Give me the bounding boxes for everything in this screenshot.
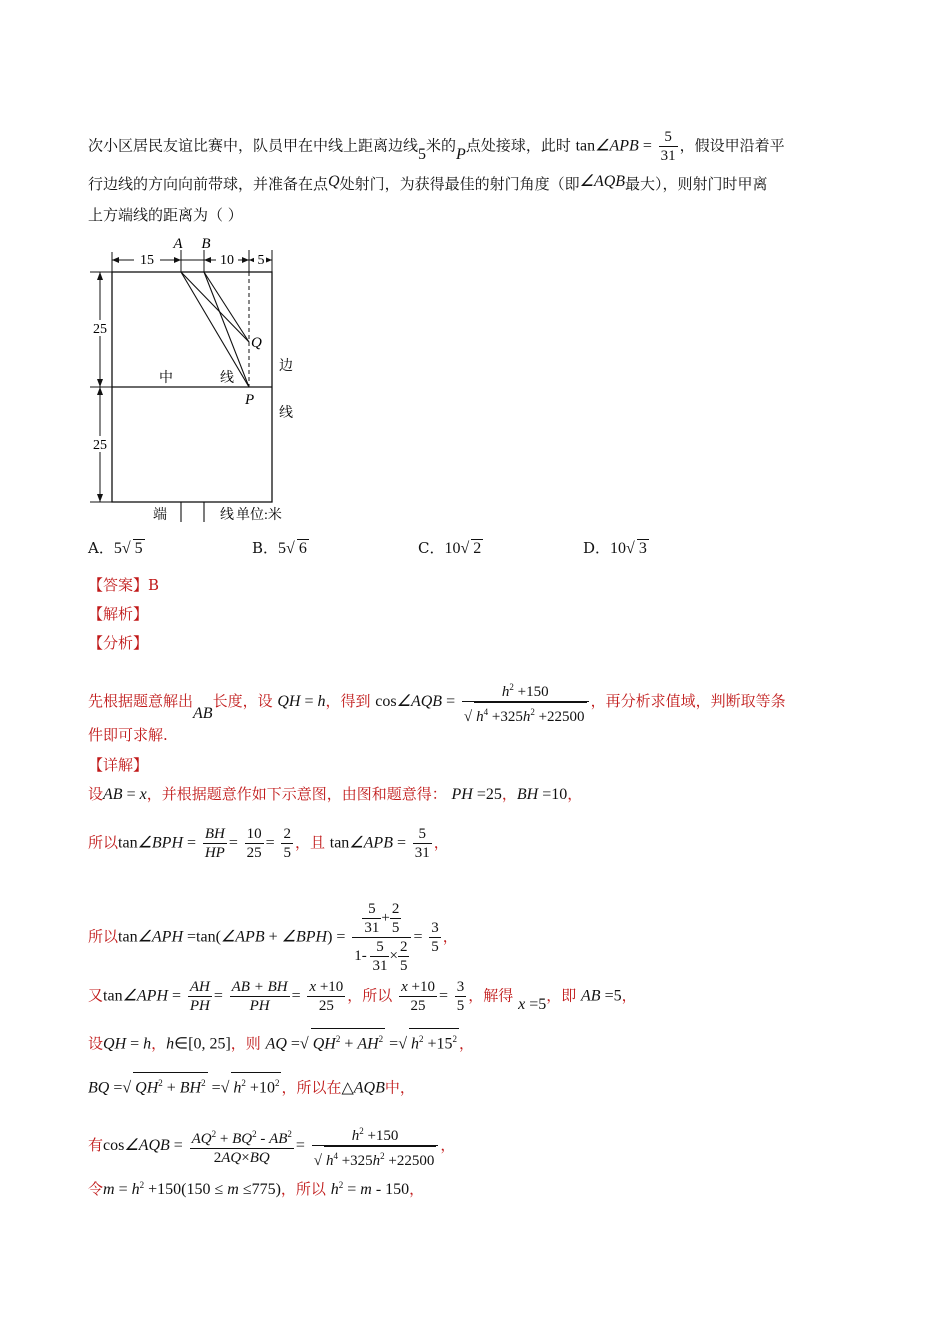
option-a[interactable]: A．5√ 5 — [88, 539, 143, 557]
detail-line-8: 令$m = h^2 +150(150 \le m \le 775)$，所以 $h^2 = m - 150$， — [88, 1180, 425, 1198]
detail-line-5: 设QH = h，h∈[0, 25]，则 AQ =√ $QH^2 + AH^2$ =√ $h^2 +15^2$ ， — [88, 1028, 474, 1054]
option-d[interactable]: D．10√ 3 — [583, 539, 647, 557]
analysis-line-2: 件即可求解. — [88, 726, 168, 744]
problem-line-2: 行边线的方向向前带球，并准备在点Q处射门，为获得最佳的射门角度（即∠AQB最大），则射门时甲离 — [88, 173, 768, 193]
dim-25-top: 25 — [93, 322, 107, 337]
svg-text:单位:米: 单位:米 — [236, 508, 282, 523]
dim-5: 5 — [257, 253, 265, 268]
dim-15: 15 — [140, 253, 154, 268]
dim-10: 10 — [220, 253, 234, 268]
detail-line-2: 所以tan∠BPH = $\frac{BH}{HP}$ = $\frac{10}{25}$ = $\frac{2}{5}$ ，且 tan∠APB = $\frac{5}{31}$ ， — [88, 826, 449, 861]
answer-value: B — [148, 576, 160, 594]
analysis-line-1: 先根据题意解出AB长度，设 QH = h，得到 cos∠AQB = $\frac{h^2 +150}{√ h^4 +325h^2 +22500}$ ，再分析求值域，判断取等条 — [88, 678, 786, 726]
point-A-label: A — [173, 236, 183, 252]
section-xiangjie: 【详解】 — [88, 756, 149, 774]
option-b[interactable]: B．5√ 6 — [252, 539, 307, 557]
problem-line-1: 次小区居民友谊比赛中，队员甲在中线上距离边线5米的P点处接球，此时 tan∠APB = $\frac{5}{31}$ ，假设甲沿着平 — [88, 129, 785, 164]
svg-text:中: 中 — [159, 371, 173, 386]
problem-line-3: 上方端线的距离为（ ） — [88, 206, 243, 224]
option-c[interactable]: C．10√ 2 — [418, 539, 482, 557]
svg-text:边: 边 — [279, 359, 293, 374]
dim-25-bottom: 25 — [93, 438, 107, 453]
section-jiexi: 【解析】 — [88, 605, 149, 623]
detail-line-4: 又tan∠APH = $\frac{AH}{PH}$ = $\frac{AB + BH}{PH}$ = $\frac{x +10}{25}$ ，所以 $\frac{x +10}{25}$ = $\frac{3}{5}$ ，解得 x =5，即 AB =5， — [88, 979, 637, 1014]
detail-line-3: 所以tan∠APH =tan(∠APB + ∠BPH) = $\frac{5}{31}$ + $\frac{2}{5}$ 1- $\frac{5}{31}$ × $\frac{2}{5}$ = $\frac{3}{5}$ ， — [88, 901, 458, 974]
point-Q-label: Q — [251, 335, 262, 351]
detail-line-6: BQ =√ $QH^2 + BH^2$ =√ $h^2 +10^2$ ，所以在△AQB中， — [88, 1072, 415, 1098]
svg-text:线: 线 — [279, 406, 293, 421]
answer-line: 【答案】B — [88, 576, 160, 594]
detail-line-7: 有cos∠AQB = $\frac{AQ^2 + BQ^2 - AB^2}{2AQ\times BQ}$ = $\frac{h^2 +150}{√ h^4 +325h^2 +22500}$ ， — [88, 1122, 455, 1170]
point-B-label: B — [201, 236, 211, 252]
problem-text: 次小区居民友谊比赛中，队员甲在中线上距离边线 — [88, 136, 419, 155]
svg-text:线: 线 — [220, 508, 234, 523]
point-P-label: P — [245, 392, 255, 408]
svg-text:线: 线 — [220, 371, 234, 386]
detail-line-1: 设AB = x，并根据题意作如下示意图，由图和题意得： PH =25，BH =10， — [88, 785, 583, 803]
section-fenxi: 【分析】 — [88, 634, 149, 652]
svg-text:端: 端 — [153, 508, 167, 523]
field-diagram — [85, 230, 315, 530]
